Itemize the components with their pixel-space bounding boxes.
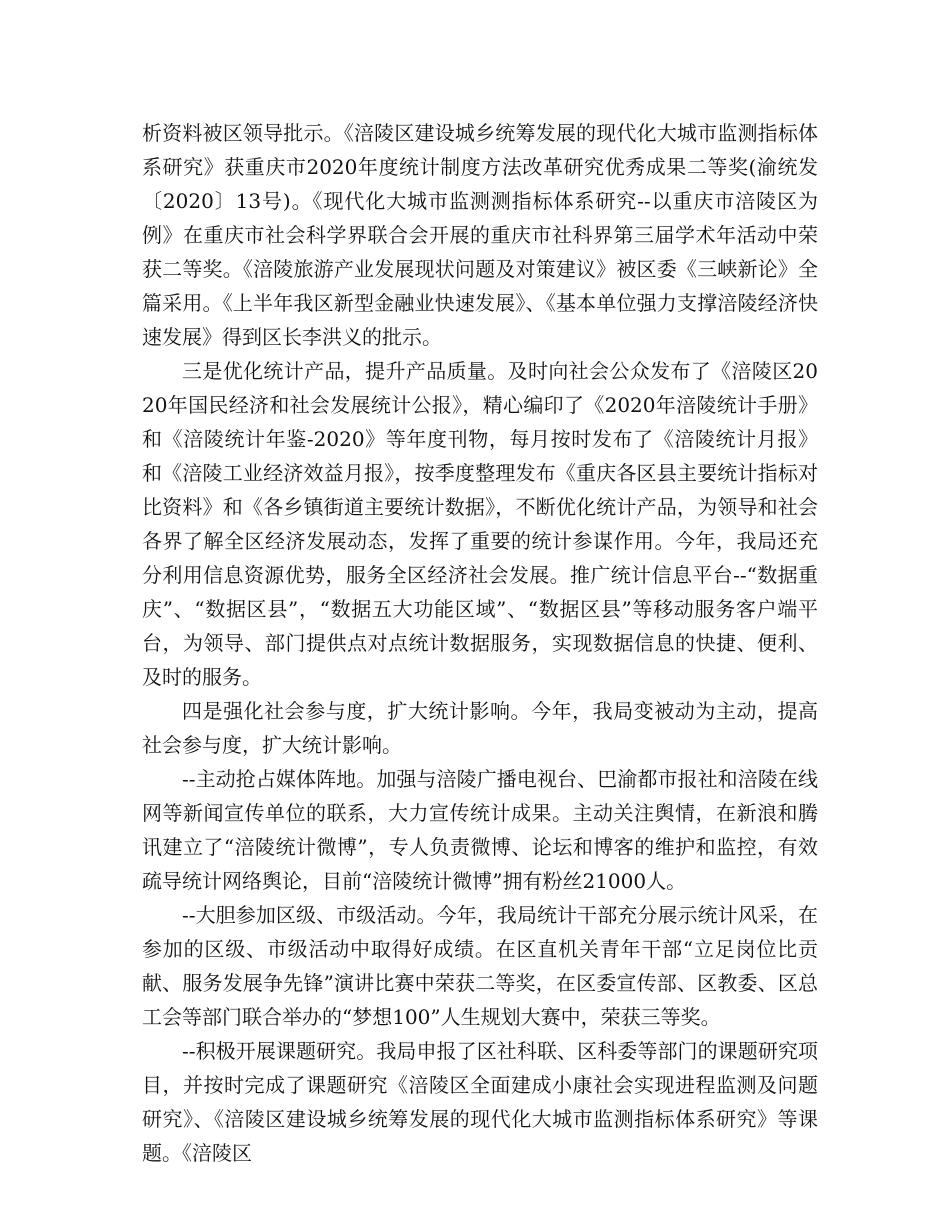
- paragraph-3: 四是强化社会参与度，扩大统计影响。今年，我局变被动为主动，提高社会参与度，扩大统计影响。: [142, 699, 818, 757]
- paragraph-2: 三是优化统计产品，提升产品质量。及时向社会公众发布了《涪陵区2020年国民经济和社会发展统计公报》，精心编印了《2020年涪陵统计手册》和《涪陵统计年鉴-2020》等年度刊物，每月按时发布了《涪陵统计月报》和《涪陵工业经济效益月报》，按季度整理发布《重庆各区县主要统计指标对比资料》和《各乡镇街道主要统计数据》，不断优化统计产品，为领导和社会各界了解全区经济发展动态，发挥了重要的统计参谋作用。今年，我局还充分利用信息资源优势，服务全区经济社会发展。推广统计信息平台--“数据重庆”、“数据区县”，“数据五大功能区域”、“数据区县”等移动服务客户端平台，为领导、部门提供点对点统计数据服务，实现数据信息的快捷、便利、及时的服务。: [142, 359, 818, 689]
- document-page: [142, 116, 818, 1170]
- paragraph-5: --大胆参加区级、市级活动。今年，我局统计干部充分展示统计风采，在参加的区级、市级活动中取得好成绩。在区直机关青年干部“立足岗位比贡献、服务发展争先锋”演讲比赛中荣获二等奖，在区委宣传部、区教委、区总工会等部门联合举办的“梦想100”人生规划大赛中，荣获三等奖。: [142, 903, 818, 1029]
- paragraph-1: 析资料被区领导批示。《涪陵区建设城乡统筹发展的现代化大城市监测指标体系研究》获重庆市2020年度统计制度方法改革研究优秀成果二等奖(渝统发〔2020〕13号)。《现代化大城市监测测指标体系研究--以重庆市涪陵区为例》在重庆市社会科学界联合会开展的重庆市社科界第三届学术年活动中荣获二等奖。《涪陵旅游产业发展现状问题及对策建议》被区委《三峡新论》全篇采用。《上半年我区新型金融业快速发展》、《基本单位强力支撑涪陵经济快速发展》得到区长李洪义的批示。: [142, 121, 818, 349]
- paragraph-6: --积极开展课题研究。我局申报了区社科联、区科委等部门的课题研究项目，并按时完成了课题研究《涪陵区全面建成小康社会实现进程监测及问题研究》、《涪陵区建设城乡统筹发展的现代化大城市监测指标体系研究》等课题。《涪陵区: [142, 1039, 818, 1165]
- paragraph-4: --主动抢占媒体阵地。加强与涪陵广播电视台、巴渝都市报社和涪陵在线网等新闻宣传单位的联系，大力宣传统计成果。主动关注舆情，在新浪和腾讯建立了“涪陵统计微博”，专人负责微博、论坛和博客的维护和监控，有效疏导统计网络舆论，目前“涪陵统计微博”拥有粉丝21000人。: [142, 767, 818, 893]
